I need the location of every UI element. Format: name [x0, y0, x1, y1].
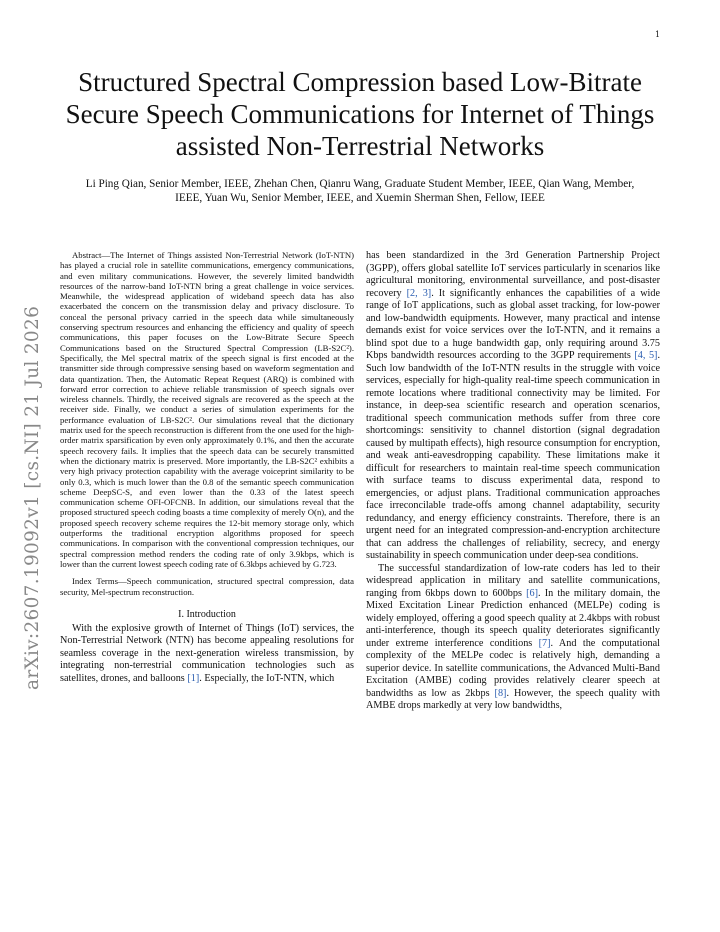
paper-title: Structured Spectral Compression based Low-Bitrate Secure Speech Communications for Internet of Things assisted Non-Terrestrial Networks: [65, 67, 655, 161]
intro-paragraph: With the explosive growth of Internet of Things (IoT) services, the Non-Terrestrial Network (NTN) has become appealing resolutions for seamless coverage in the next-generation wireless transmission, by integrating non-terrestrial communication technologies such as satellites, drones, and balloons [1]. Especially, the IoT-NTN, which: [60, 622, 354, 684]
citation-link[interactable]: [1]: [187, 672, 200, 684]
citation-link[interactable]: [8]: [494, 687, 507, 699]
left-column: [60, 250, 354, 685]
citation-link[interactable]: [7]: [538, 637, 551, 649]
citation-link[interactable]: [6]: [526, 587, 538, 599]
index-terms: Index Terms—Speech communication, structured spectral compression, data security, Mel-spectrum reconstruction.: [60, 576, 354, 597]
section-heading: I. Introduction: [178, 608, 236, 620]
abstract: Abstract—The Internet of Things assisted Non-Terrestrial Network (IoT-NTN) has played a crucial role in satellite communications, emergency communications, and even military communications. However, the severely limited bandwidth resources of the narrow-band IoT-NTN bring a great challenge in voice services. Meanwhile, the widespread application of wideband speech data has also exacerbated the concern on the transmission delay and privacy disclosure. To conceal the personal privacy carried in the speech data while simultaneously conserving spectrum resources and enhancing the efficiency and quality of speech communications, this paper focuses on the Low-Bitrate Secure Speech Communications based on the Structured Spectral Compression (LB-S2C²). Specifically, the Mel spectral matrix of the speech signal is first encoded at the transmitter side through compressive sensing based on waveform segmentation and data quantization. Then, the Automatic Repeat Request (ARQ) is combined with forward error correction to achieve reliable transmission of speech signals over wireless channels. Thirdly, the received signals are recovered as the speech at the receiver side. Finally, we conduct a series of simulation experiments for the performance evaluation of LB-S2C². Our simulations reveal that the dictionary matrix used for the speech reconstruction is different from the one used for the high-order matrix sparsification by even only approximately 0.1%, and then the accurate speech recovery fails. It implies that the speech data can be securely transmitted when the dictionary matrix is preserved. More importantly, the LB-S2C² exhibits a very high privacy protection capability with the average voiceprint similarity to be only 0.3, which is much lower than the 0.8 of the semantic speech communication scheme DeepSC-S, and even lower than the 0.33 of the latest speech communication scheme OFI-OFCNB. In addition, our simulations reveal that the proposed structured speech coding boasts a time complexity of merely O(n), and the proposed speech recovery scheme requires the 12-bit memory storage only, which outperforms the traditional encryption algorithms proposed for speech communications. In comparison with the conventional compression techniques, our spectral compression method renders the coding rate of only 3.9kbps, which is lower than the current lowest speech coding rate of 6.3kbps achieved by G.723.: [60, 250, 354, 569]
citation-link[interactable]: [4, 5]: [634, 350, 658, 361]
author-list: Li Ping Qian, Senior Member, IEEE, Zhehan Chen, Qianru Wang, Graduate Student Member, IEEE, Qian Wang, Member, IEEE, Yuan Wu, Senior Member, IEEE, and Xuemin Sherman Shen, Fellow, IEEE: [85, 178, 635, 204]
citation-link[interactable]: [2, 3]: [406, 287, 432, 299]
page-number: 1: [655, 30, 661, 39]
right-column: [366, 250, 660, 713]
arxiv-identifier: arXiv:2607.19092v1 [cs.NI] 21 Jul 2026: [22, 305, 43, 690]
body-paragraph: has been standardized in the 3rd Generation Partnership Project (3GPP), offers global satellite IoT services particularly in scenarios like agricultural monitoring, environmental surveillance, and post-disaster recovery [2, 3]. It significantly enhances the capabilities of a wide range of IoT applications, such as global asset tracking, for low-power and low-bandwidth equipments. However, many practical and intense demands exist for voice services over the IoT-NTN, and it remains a blind spot due to a huge bandwidth gap, only requiring around 3.75 Kbps bandwidth resources according to the 3GPP requirements [4, 5]. Such low bandwidth of the IoT-NTN results in the struggle with voice services, especially for high-quality real-time speech communication in remote locations where traditional connectivity may be limited. For instance, in deep-sea scientific research and operation scenarios, traditional speech communication methods suffer from three core shortcomings: sensitivity to channel distortion (signal degradation caused by multipath effects), high resource consumption for encryption, and weak anti-eavesdropping capability. These limitations make it difficult for researchers to maintain real-time speech communication with surface teams to discuss experimental data, respond to emergencies, or adjust plans. Traditional communication approaches face irreconcilable trade-offs among channel adaptability, security redundancy, and energy efficiency constraints. Therefore, there is an urgent need for an integrated compression-and-encryption architecture that can address the challenges of reliability, secrecy, and energy sustainability in speech communication under deep-sea conditions.: [366, 250, 660, 561]
body-paragraph: The successful standardization of low-rate coders has led to their widespread application in military and satellite communications, ranging from 6kbps down to 600bps [6]. In the military domain, the Mixed Excitation Linear Prediction enhanced (MELPe) coding is widely employed, offering a good speech quality at 2.4kbps with robust anti-interference, though its speech quality deteriorates significantly under extreme interference conditions [7]. And the computational complexity of the MELPe codec is relatively high, demanding a superior device. In satellite communications, the Advanced Multi-Band Excitation (AMBE) coding provides relatively clearer speech at bandwidths as low as 2kbps [8]. However, the speech quality with AMBE drops markedly at very low bandwidths,: [366, 562, 660, 711]
